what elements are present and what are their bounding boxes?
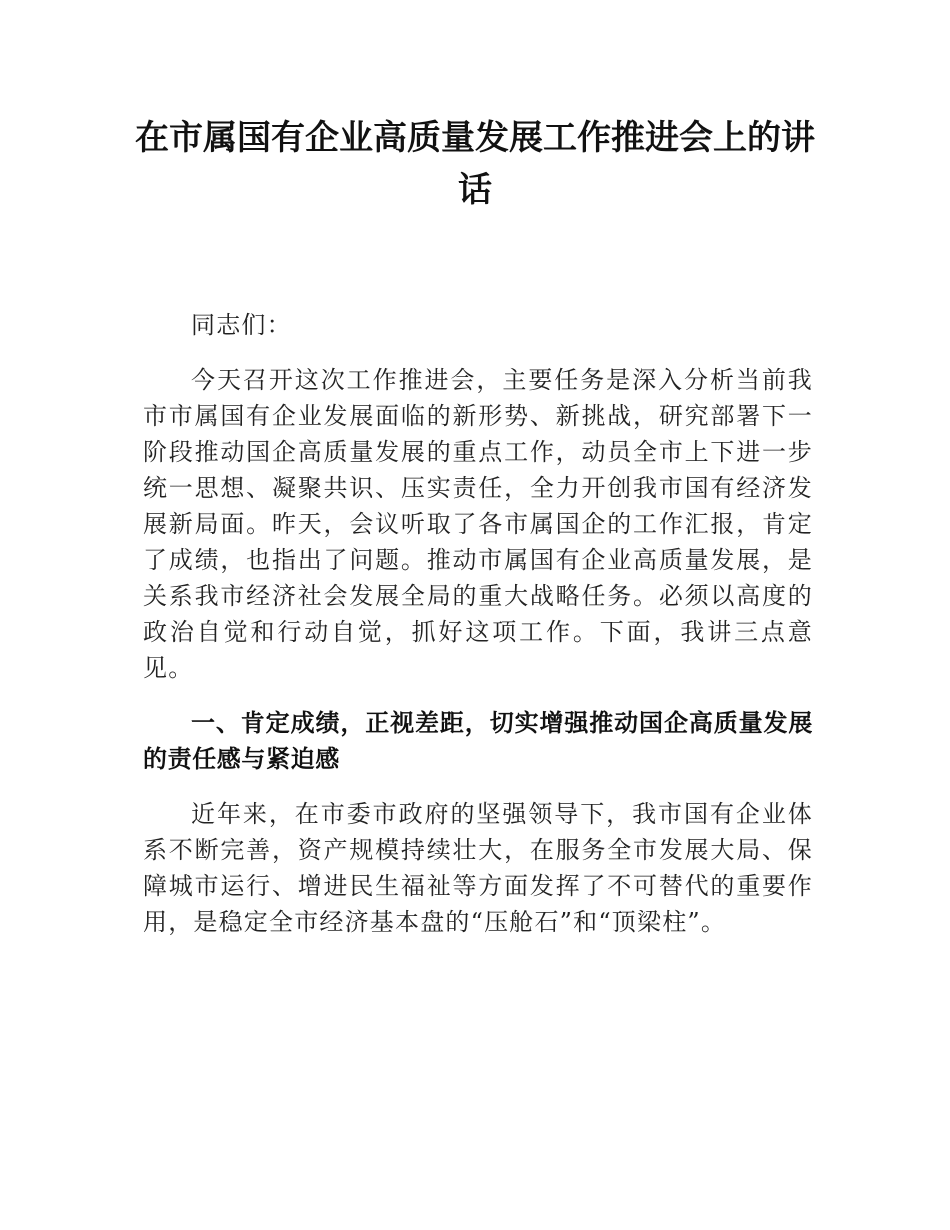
page-title: 在市属国有企业高质量发展工作推进会上的讲话 [135, 118, 815, 210]
intro-paragraph: 今天召开这次工作推进会，主要任务是深入分析当前我市市属国有企业发展面临的新形势、新挑战，研究部署下一阶段推动国企高质量发展的重点工作，动员全市上下进一步统一思想、凝聚共识、压实责任，全力开创我市国有经济发展新局面。昨天，会议听取了各市属国企的工作汇报，肯定了成绩，也指出了问题。推动市属国有企业高质量发展，是关系我市经济社会发展全局的重大战略任务。必须以高度的政治自觉和行动自觉，抓好这项工作。下面，我讲三点意见。 [143, 366, 813, 682]
greeting: 同志们： [191, 311, 292, 339]
document-body [143, 307, 813, 959]
section-heading: 一、肯定成绩，正视差距，切实增强推动国企高质量发展的责任感与紧迫感 [143, 709, 813, 773]
section-paragraph: 近年来，在市委市政府的坚强领导下，我市国有企业体系不断完善，资产规模持续壮大，在服务全市发展大局、保障城市运行、增进民生福祉等方面发挥了不可替代的重要作用，是稳定全市经济基本盘的“压舱石”和“顶梁柱”。 [143, 800, 813, 936]
